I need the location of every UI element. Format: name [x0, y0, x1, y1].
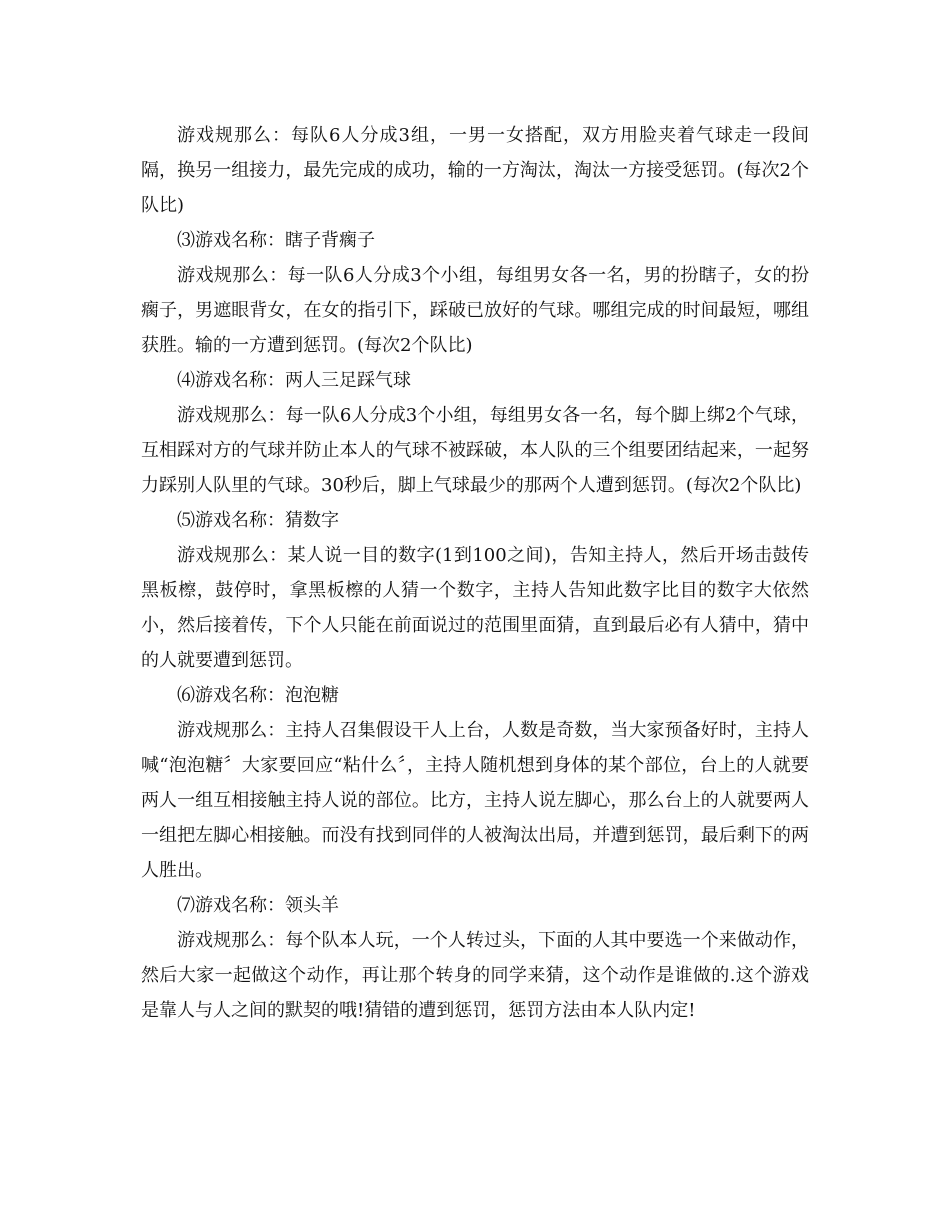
game-title-heading: ⑷游戏名称：两人三足踩气球	[177, 370, 411, 391]
game-rule-paragraph: 游戏规那么：每队6人分成3组，一男一女搭配，双方用脸夹着气球走一段间隔，换另一组接力，最先完成的成功，输的一方淘汰，淘汰一方接受惩罚。(每次2个队比)	[141, 125, 809, 216]
game-rule-paragraph: 游戏规那么：主持人召集假设干人上台，人数是奇数，当大家预备好时，主持人喊“泡泡糖〞大家要回应“粘什么〞，主持人随机想到身体的某个部位，台上的人就要两人一组互相接触主持人说的部位。比方，主持人说左脚心，那么台上的人就要两人一组把左脚心相接触。而没有找到同伴的人被淘汰出局，并遭到惩罚，最后剩下的两人胜出。	[141, 720, 809, 881]
game-rule-paragraph: 游戏规那么：每一队6人分成3个小组，每组男女各一名，每个脚上绑2个气球，互相踩对方的气球并防止本人的气球不被踩破，本人队的三个组要团结起来，一起努力踩别人队里的气球。30秒后，脚上气球最少的那两个人遭到惩罚。(每次2个队比)	[141, 405, 809, 496]
game-rule-paragraph: 游戏规那么：某人说一目的数字(1到100之间)，告知主持人，然后开场击鼓传黑板檫，鼓停时，拿黑板檫的人猜一个数字，主持人告知此数字比目的数字大依然小，然后接着传，下个人只能在前面说过的范围里面猜，直到最后必有人猜中，猜中的人就要遭到惩罚。	[141, 545, 809, 671]
game-rule-paragraph: 游戏规那么：每个队本人玩，一个人转过头，下面的人其中要选一个来做动作，然后大家一起做这个动作，再让那个转身的同学来猜，这个动作是谁做的.这个游戏是靠人与人之间的默契的哦!猜错的遭到惩罚，惩罚方法由本人队内定!	[141, 930, 809, 1021]
game-title-heading: ⑸游戏名称：猜数字	[177, 510, 339, 531]
game-rule-paragraph: 游戏规那么：每一队6人分成3个小组，每组男女各一名，男的扮瞎子，女的扮瘸子，男遮眼背女，在女的指引下，踩破已放好的气球。哪组完成的时间最短，哪组获胜。输的一方遭到惩罚。(每次2个队比)	[141, 265, 809, 356]
game-title-heading: ⑺游戏名称：领头羊	[177, 895, 339, 916]
document-body	[141, 118, 809, 1028]
game-title-heading: ⑶游戏名称：瞎子背瘸子	[177, 230, 375, 251]
game-title-heading: ⑹游戏名称：泡泡糖	[177, 685, 339, 706]
